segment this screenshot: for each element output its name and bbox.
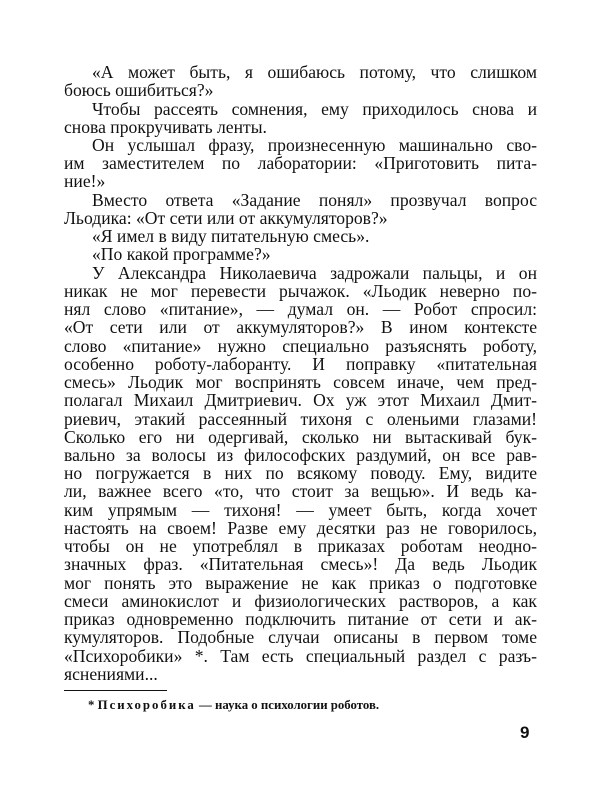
text-line: Вместо ответа «Задание понял» прозвучал вопрос	[92, 189, 537, 210]
text-line: Сколько его ни одергивай, сколько ни вытаскивай бук-	[64, 426, 537, 447]
text-line: смесь» Льодик мог воспринять совсем иначе, чем пред-	[64, 372, 537, 392]
text-line: ким упрямым — тихоня! — умеет быть, когда хочет	[64, 499, 537, 520]
text-line: но погружается в них по всякому поводу. Ему, видите	[64, 463, 537, 484]
text-line: нял слово «питание», — думал он. — Робот спросил:	[64, 299, 537, 320]
text-line: ние!»	[64, 171, 106, 192]
text-line: яснениями...	[64, 663, 158, 684]
text-line: мог понять это выражение не как приказ о подготовке	[64, 572, 537, 593]
text-line: вально за волосы из философских раздумий, он все рав-	[64, 444, 537, 465]
page-number: 9	[520, 723, 530, 742]
text-line: особенно роботу-лаборанту. И поправку «питательная	[64, 353, 537, 374]
text-line: Он услышал фразу, произнесенную машинально сво-	[92, 134, 537, 155]
text-line: им заместителем по лаборатории: «Приготовить пита-	[64, 153, 537, 174]
footnote-text: — наука о психологии роботов.	[195, 698, 380, 712]
footnote	[88, 697, 379, 713]
text-line: Льодика: «От сети или от аккумуляторов?»	[64, 207, 388, 228]
text-line: никак не мог перевести рычажок. «Льодик неверно по-	[64, 280, 537, 301]
footnote-term: Психоробика	[97, 698, 196, 712]
text-line: «А может быть, я ошибаюсь потому, что слишком	[92, 62, 537, 82]
text-line: настоять на своем! Разве ему десятки раз не говорилось,	[64, 517, 537, 538]
footnote-marker: *	[88, 698, 95, 712]
text-line: «По какой программе?»	[92, 244, 271, 265]
text-line: значных фраз. «Питательная смесь»! Да ведь Льодик	[64, 554, 537, 575]
text-line: риевич, этакий рассеянный тихоня с оленьими глазами!	[64, 408, 537, 429]
text-line: ли, важнее всего «то, что стоит за вещью». И ведь ка-	[64, 481, 537, 502]
text-line: полагал Михаил Дмитриевич. Ох уж этот Михаил Дмит-	[64, 390, 537, 411]
text-line: кумуляторов. Подобные случаи описаны в первом томе	[64, 627, 537, 648]
text-line: «Я имел в виду питательную смесь».	[92, 226, 370, 247]
text-line: боюсь ошибиться?»	[64, 80, 214, 101]
text-line: У Александра Николаевича задрожали пальцы, и он	[92, 262, 537, 283]
text-line: смеси аминокислот и физиологических растворов, а как	[64, 590, 537, 611]
text-line: чтобы он не употреблял в приказах роботам неодно-	[64, 536, 537, 557]
text-line: «Психоробики» *. Там есть специальный раздел с разъ-	[64, 645, 537, 666]
text-line: снова прокручивать ленты.	[64, 116, 267, 137]
text-line: «От сети или от аккумуляторов?» В ином контексте	[64, 317, 537, 338]
text-line: слово «питание» нужно специально разъяснять роботу,	[64, 335, 537, 356]
text-line: Чтобы рассеять сомнения, ему приходилось снова и	[92, 98, 537, 119]
text-line: приказ одновременно подключить питание от сети и ак-	[64, 609, 537, 630]
footnote-divider	[64, 690, 167, 691]
